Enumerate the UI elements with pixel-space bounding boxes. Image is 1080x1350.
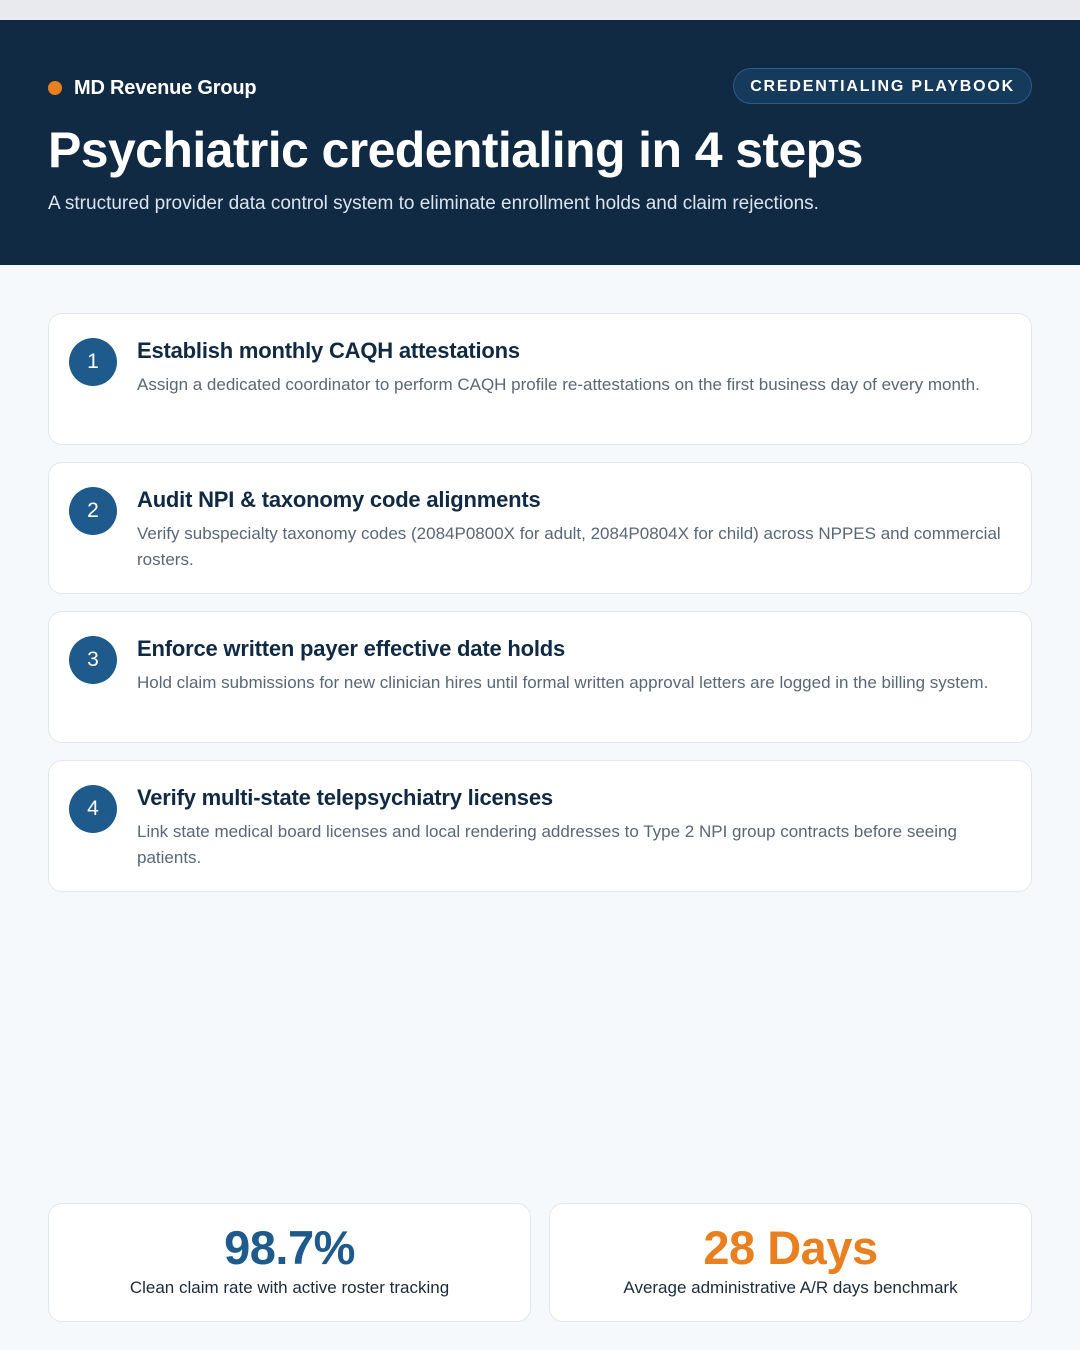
step-card-4 <box>48 760 1032 892</box>
stat-label: Clean claim rate with active roster tracking <box>129 1278 450 1297</box>
step-card-2 <box>48 462 1032 594</box>
step-number-badge: 4 <box>69 785 117 833</box>
step-description: Hold claim submissions for new clinician hires until formal written approval letters are logged in the billing system. <box>137 673 989 692</box>
hero-banner <box>0 20 1080 265</box>
step-description: Link state medical board licenses and local rendering addresses to Type 2 NPI group contracts before seeing patients. <box>137 822 957 867</box>
step-title: Enforce written payer effective date holds <box>137 636 566 661</box>
step-title: Verify multi-state telepsychiatry licenses <box>137 785 553 810</box>
top-strip <box>0 0 1080 20</box>
stat-value: 28 Days <box>703 1221 878 1274</box>
brand <box>48 75 256 101</box>
brand-name: MD Revenue Group <box>74 76 257 99</box>
step-number-badge: 2 <box>69 487 117 535</box>
step-number-badge: 1 <box>69 338 117 386</box>
step-title: Establish monthly CAQH attestations <box>137 338 520 363</box>
page-subtitle: A structured provider data control system to eliminate enrollment holds and claim rejections. <box>48 193 819 214</box>
step-card-3 <box>48 611 1032 743</box>
stat-card-clean-claim-rate <box>48 1203 531 1322</box>
playbook-badge: CREDENTIALING PLAYBOOK <box>733 68 1032 104</box>
stat-value: 98.7% <box>224 1221 355 1274</box>
step-number-badge: 3 <box>69 636 117 684</box>
stat-card-ar-days <box>549 1203 1032 1322</box>
step-card-1 <box>48 313 1032 445</box>
step-title: Audit NPI & taxonomy code alignments <box>137 487 541 512</box>
stat-label: Average administrative A/R days benchmark <box>623 1278 958 1297</box>
steps-list <box>48 313 1032 909</box>
step-description: Verify subspecialty taxonomy codes (2084P0800X for adult, 2084P0804X for child) across NPPES and commercial rosters. <box>137 524 1001 569</box>
step-description: Assign a dedicated coordinator to perform CAQH profile re-attestations on the first business day of every month. <box>137 375 980 394</box>
page-title: Psychiatric credentialing in 4 steps <box>48 122 863 178</box>
brand-dot-icon <box>48 81 62 95</box>
